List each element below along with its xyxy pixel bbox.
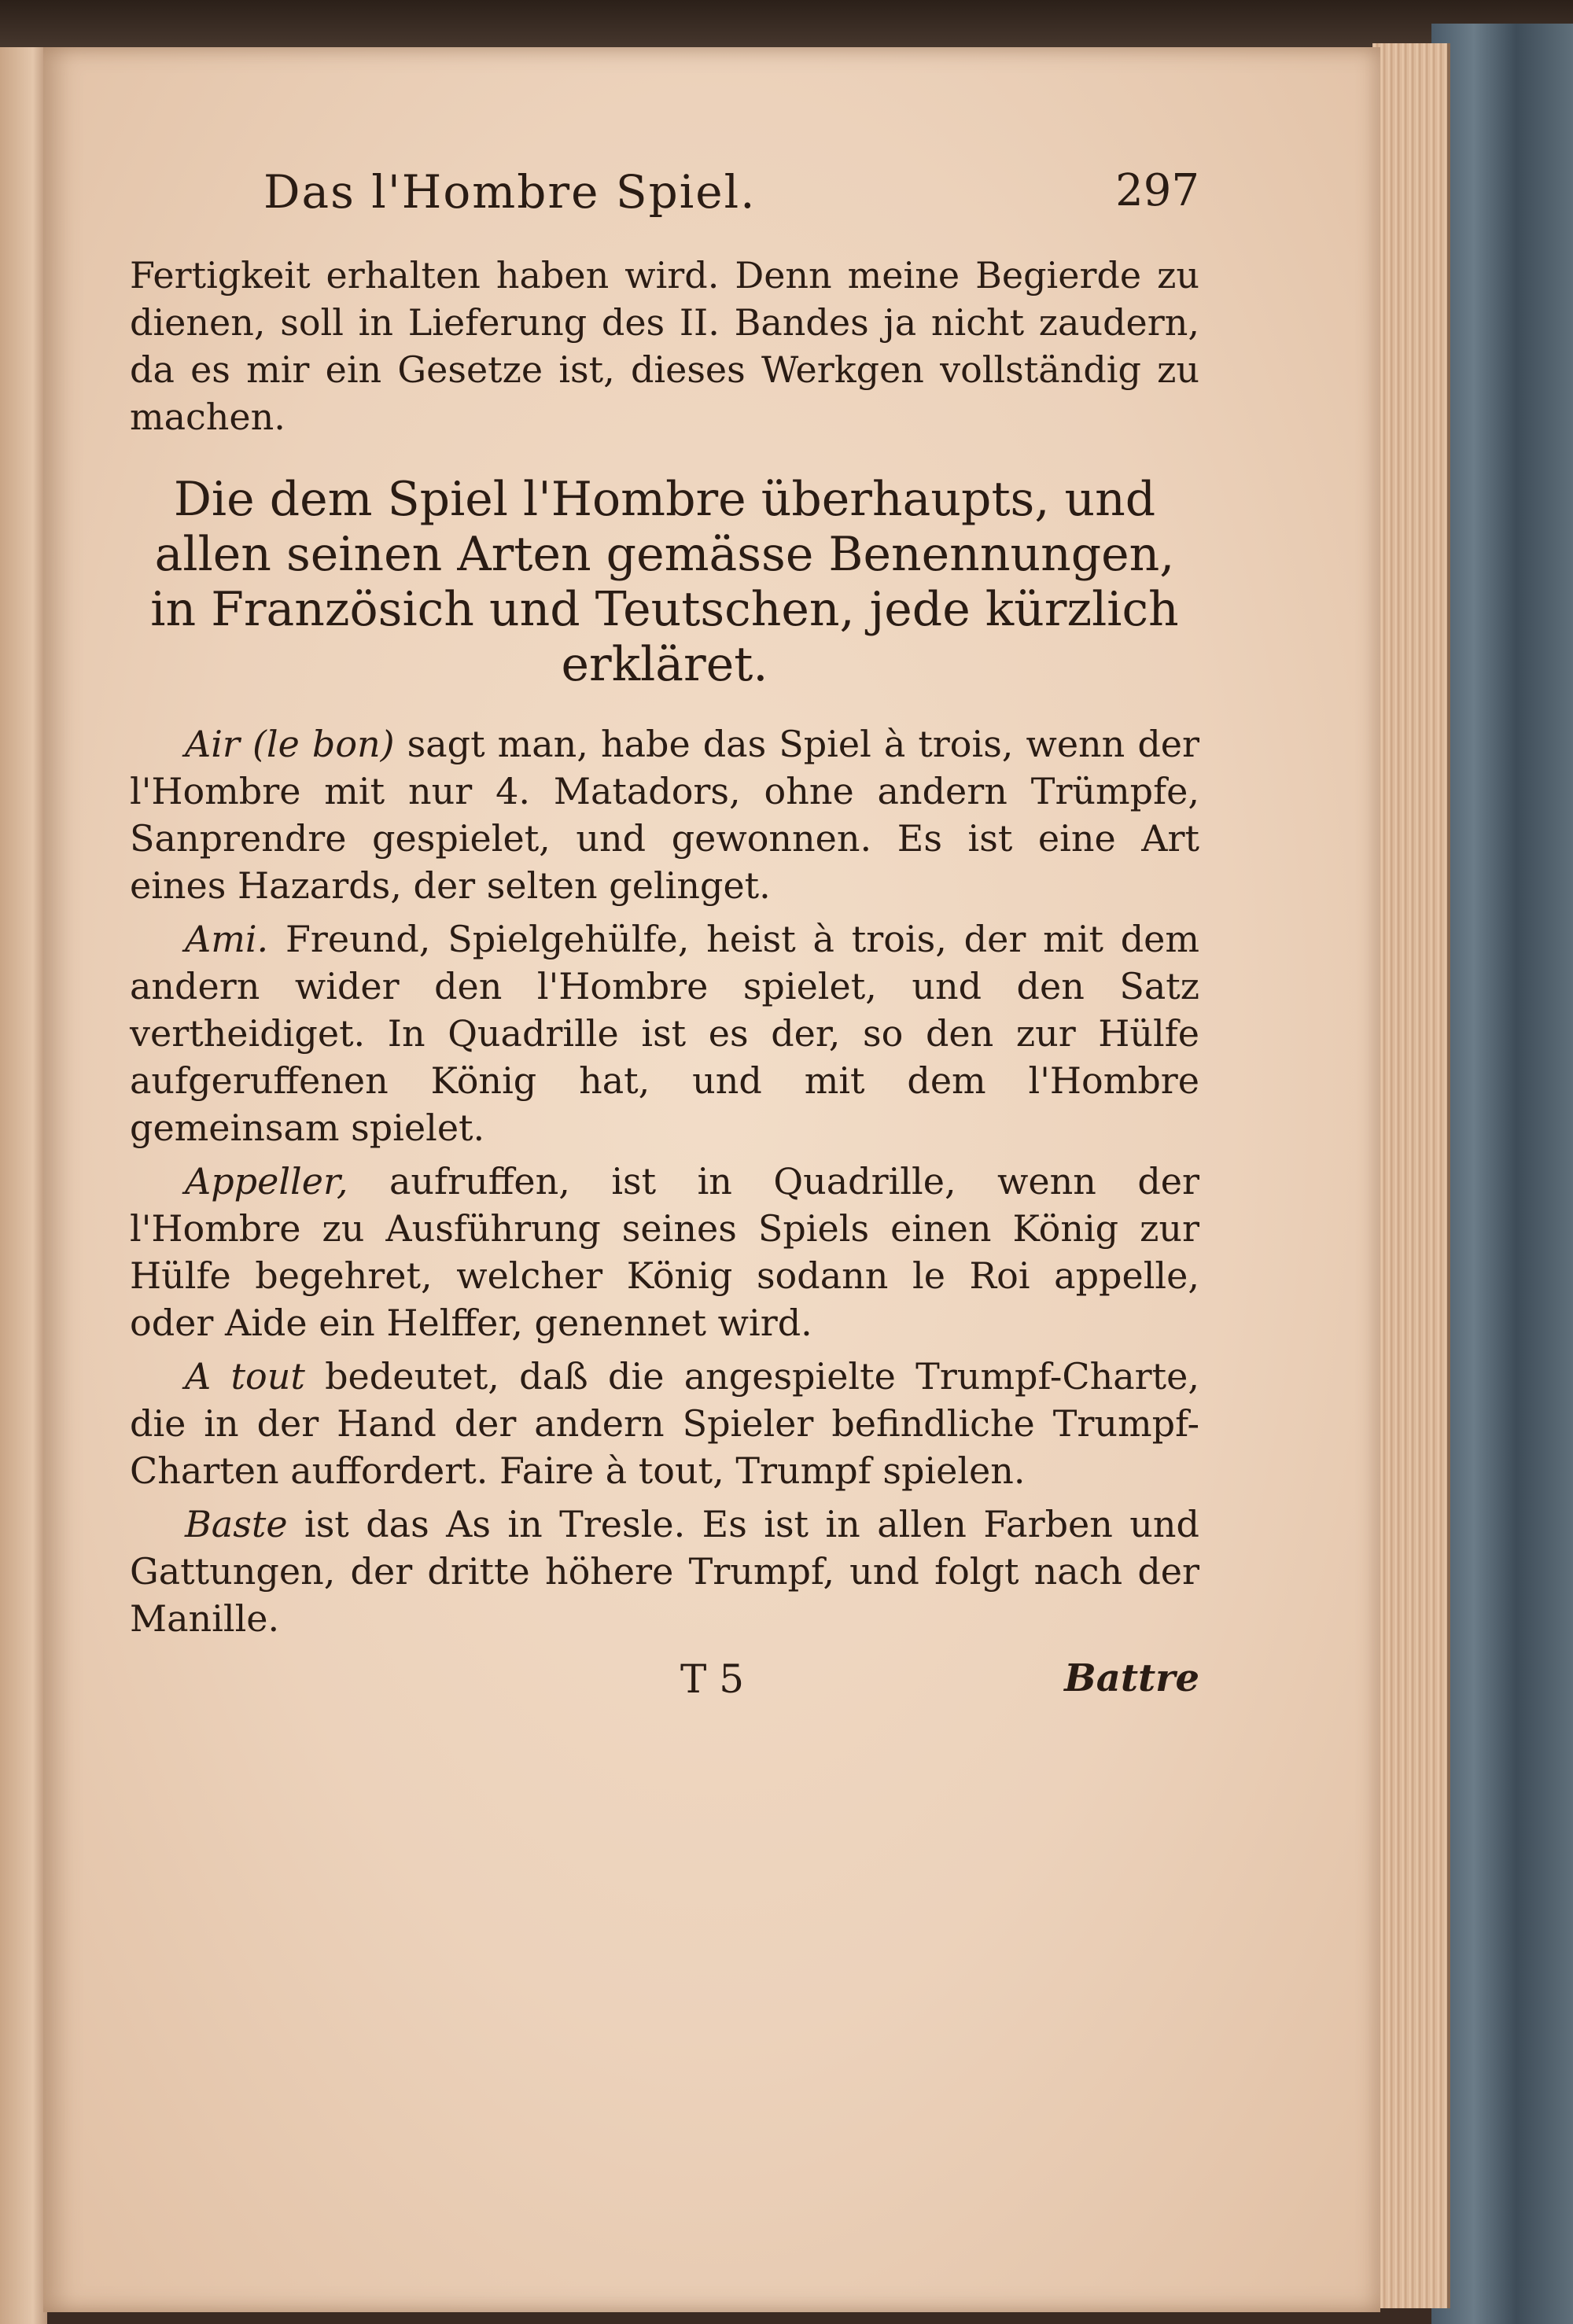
entry-term: Ami. xyxy=(185,918,269,960)
entry-text: ist das As in Tresle. Es ist in allen Farben und Gattungen, der dritte höhere Trumpf, und folgt nach der Manille. xyxy=(130,1503,1199,1640)
entry-text: sagt man, habe das Spiel à trois, wenn der l'Hombre mit nur 4. Matadors, ohne andern Trümpfe, Sanprendre gespielet, und gewonnen. Es ist eine Art eines Hazards, der selten gelinget. xyxy=(130,723,1199,907)
page-footer xyxy=(130,1656,1199,1719)
glossary-entry xyxy=(130,1501,1199,1642)
entry-term: Baste xyxy=(185,1503,288,1545)
page-text-block xyxy=(130,165,1199,1719)
page-number: 297 xyxy=(1115,165,1199,216)
book-cover-marbled xyxy=(1431,24,1573,2324)
book-page xyxy=(43,47,1380,2312)
entry-text: aufruffen, ist in Quadrille, wenn der l'Hombre zu Ausführung seines Spiels einen König zur Hülfe begehret, welcher König sodann le Roi appelle, oder Aide ein Helffer, genennet wird. xyxy=(130,1160,1199,1344)
catchword: Battre xyxy=(1064,1656,1199,1700)
glossary-entry xyxy=(130,915,1199,1151)
entry-text: Freund, Spielgehülfe, heist à trois, der mit dem andern wider den l'Hombre spielet, und den Satz vertheidiget. In Quadrille ist es der, so den zur Hülfe aufgeruffenen König hat, und mit dem l'Hombre gemeinsam spielet. xyxy=(130,918,1199,1149)
entry-term: A tout xyxy=(185,1355,305,1398)
facing-page-edge xyxy=(0,47,47,2324)
running-header xyxy=(130,165,1199,252)
glossary-entry xyxy=(130,1158,1199,1346)
entry-text: bedeutet, daß die angespielte Trumpf-Charte, die in der Hand der andern Spieler befindliche Trumpf-Charten auffordert. Faire à tout, Trumpf spielen. xyxy=(130,1355,1199,1492)
running-title: Das l'Hombre Spiel. xyxy=(263,165,757,219)
entry-term: Air (le bon) xyxy=(185,723,395,765)
page-block-edge xyxy=(1372,43,1450,2308)
glossary-entry xyxy=(130,720,1199,909)
entry-term: Appeller, xyxy=(185,1160,348,1203)
glossary-entry xyxy=(130,1353,1199,1494)
section-heading: Die dem Spiel l'Hombre überhaupts, und allen seinen Arten gemässe Benennungen, in Französich und Teutschen, jede kürzlich erkläret. xyxy=(150,472,1179,692)
signature-mark: T 5 xyxy=(680,1656,745,1702)
intro-paragraph: Fertigkeit erhalten haben wird. Denn meine Begierde zu dienen, soll in Lieferung des II. Bandes ja nicht zaudern, da es mir ein Gesetze ist, dieses Werkgen vollständig zu machen. xyxy=(130,254,1199,438)
